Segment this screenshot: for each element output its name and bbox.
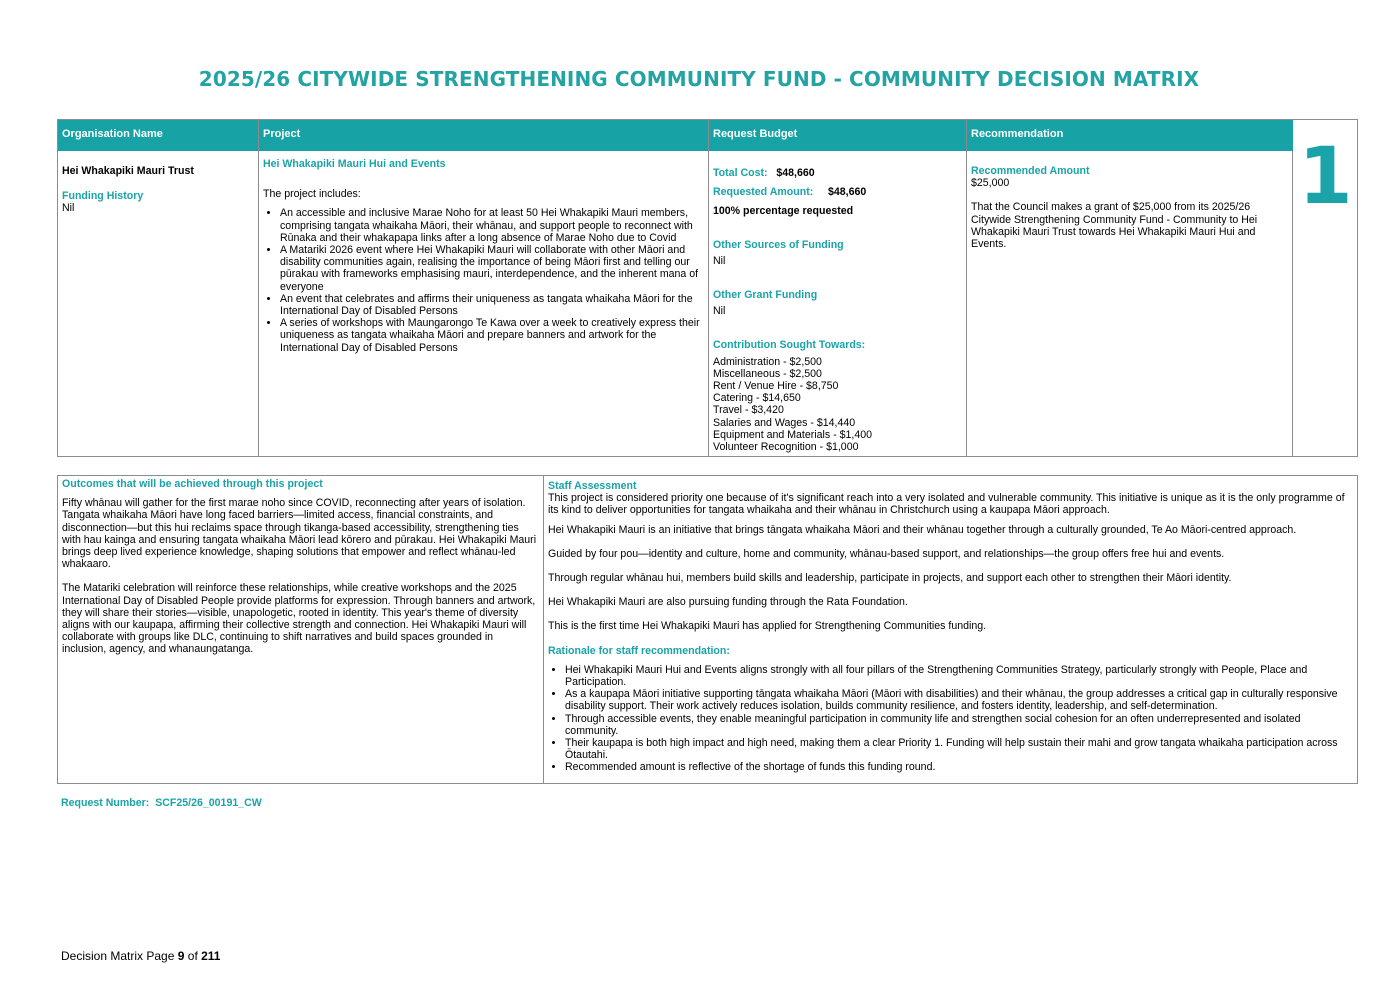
- footer-of: of: [187, 949, 198, 963]
- contribution-item: Travel - $3,420: [713, 404, 784, 417]
- percentage-requested: 100% percentage requested: [713, 205, 854, 218]
- contribution-item: Miscellaneous - $2,500: [713, 367, 822, 380]
- project-column: [259, 120, 709, 456]
- request-number: [61, 797, 262, 809]
- recommendation-column: [967, 120, 1293, 456]
- summary-table: [57, 119, 1358, 457]
- rationale-item: • Hei Whakapiki Mauri Hui and Events aligns strongly with all four pillars of the Strengthening Communities Strategy, particularly strongly with People, Place and Participation.: [565, 664, 1353, 688]
- rationale-item: • Their kaupapa is both high impact and high need, making them a clear Priority 1. Funding will help sustain their mahi and grow tangata whaikaha participation across Ōtautahi.: [565, 737, 1353, 761]
- rationale-item: • Recommended amount is reflective of the shortage of funds this funding round.: [565, 761, 1353, 773]
- other-sources-value: Nil: [713, 254, 726, 267]
- recommended-amount-value: $25,000: [971, 177, 1010, 190]
- staff-paragraph: This is the first time Hei Whakapiki Mauri has applied for Strengthening Communities funding.: [548, 620, 987, 633]
- total-cost-row: [713, 167, 962, 179]
- header-recommendation: Recommendation: [967, 120, 1293, 151]
- header-project: Project: [259, 120, 708, 151]
- recommended-amount-label: Recommended Amount: [971, 165, 1090, 177]
- staff-assessment-section: [544, 476, 1357, 783]
- assessment-table: [57, 475, 1358, 784]
- requested-label: Requested Amount:: [713, 186, 814, 199]
- project-intro: The project includes:: [263, 188, 361, 201]
- contribution-item: Rent / Venue Hire - $8,750: [713, 380, 839, 393]
- requested-row: [713, 186, 962, 198]
- rationale-item: • As a kaupapa Māori initiative supporting tāngata whaikaha Māori (Māori with disabilities) and their whānau, the group addresses a critical gap in culturally responsive disability support. Their work actively reduces isolation, builds community resilience, and fosters identity, leadership, and self-determination.: [565, 688, 1353, 712]
- funding-history-label: Funding History: [62, 190, 144, 203]
- staff-paragraph: Hei Whakapiki Mauri is an initiative that brings tāngata whaikaha Māori and their whānau together through a culturally grounded, Te Ao Māori-centred approach.: [548, 523, 1297, 536]
- priority-number: 1: [1298, 132, 1353, 222]
- footer-prefix: Decision Matrix Page: [61, 949, 175, 963]
- rationale-label: Rationale for staff recommendation:: [548, 644, 730, 657]
- funding-history-value: Nil: [62, 202, 75, 215]
- project-item: • A Matariki 2026 event where Hei Whakapiki Mauri will collaborate with other Māori and disability communities again, realising the importance of being Māori first and telling our pūrakau with frameworks emphasising mauri, interdependence, and the inherent mana of everyone: [280, 244, 704, 293]
- contribution-item: Equipment and Materials - $1,400: [713, 428, 872, 441]
- outcomes-label: Outcomes that will be achieved through this project: [62, 478, 323, 490]
- staff-paragraph: Guided by four pou—identity and culture, home and community, whānau-based support, and relationships—the group offers free hui and events.: [548, 547, 1225, 560]
- other-sources-label: Other Sources of Funding: [713, 238, 844, 251]
- total-cost-value: $48,660: [776, 167, 815, 179]
- staff-paragraph: Hei Whakapiki Mauri are also pursuing funding through the Rata Foundation.: [548, 596, 908, 609]
- other-grant-value: Nil: [713, 305, 726, 318]
- staff-paragraph: This project is considered priority one because of it's significant reach into a very isolated and vulnerable community. This initiative is unique as it is the only programme of its kind to deliver opportunities for tangata whaikaha and their whānau in Christchurch using a kaupapa Māori approach.: [548, 492, 1345, 517]
- staff-paragraph: Through regular whānau hui, members build skills and leadership, participate in projects, and support each other to strengthen their Māori identity.: [548, 572, 1232, 585]
- contribution-item: Catering - $14,650: [713, 392, 801, 405]
- header-budget: Request Budget: [709, 120, 966, 151]
- page-footer: [61, 949, 220, 963]
- contribution-item: Volunteer Recognition - $1,000: [713, 441, 859, 454]
- rationale-item: • Through accessible events, they enable meaningful participation in community life and strengthen social cohesion for an often underrepresented and isolated community.: [565, 713, 1353, 737]
- footer-page-number: 9: [177, 949, 185, 963]
- priority-column: [1293, 120, 1358, 456]
- header-organisation: Organisation Name: [58, 120, 258, 151]
- contribution-label: Contribution Sought Towards:: [713, 339, 866, 352]
- project-items: [263, 207, 704, 353]
- contribution-item: Administration - $2,500: [713, 355, 822, 368]
- page-title: 2025/26 CITYWIDE STRENGTHENING COMMUNITY FUND - COMMUNITY DECISION MATRIX: [198, 67, 1200, 91]
- organisation-column: [58, 120, 259, 456]
- project-item: • A series of workshops with Maungarongo Te Kawa over a week to creatively express their uniqueness as tangata whaikaha Māori and prepare banners and artwork for the International Day of Disabled Persons: [280, 317, 704, 354]
- total-cost-label: Total Cost:: [713, 167, 768, 179]
- contribution-list: [713, 356, 962, 454]
- outcomes-paragraph: Fifty whānau will gather for the first marae noho since COVID, reconnecting after years of isolation. Tangata whaikaha Māori have long faced barriers—limited access, financial constraints, and disconnection—but this hui reclaims space through tikanga-based accessibility, strengthening ties with hau kainga and ensuring tangata whaikaha Māori lead kōrero and pūrakau. Hei Whakapiki Mauri brings deep lived experience knowledge, shaping solutions that empower and reflect whānau-led whakaaro.: [62, 497, 537, 571]
- footer-total-pages: 211: [201, 949, 221, 963]
- requested-value: $48,660: [827, 186, 867, 199]
- other-grant-label: Other Grant Funding: [713, 289, 818, 302]
- project-item: • An accessible and inclusive Marae Noho for at least 50 Hei Whakapiki Mauri members, comprising tangata whaikaha Māori, their whānau, and support people to reconnect with Rūnaka and their whakapapa links after a long absence of Marae Noho due to Covid: [280, 207, 704, 244]
- contribution-item: Salaries and Wages - $14,440: [713, 416, 856, 429]
- project-title: Hei Whakapiki Mauri Hui and Events: [263, 158, 446, 170]
- project-item: • An event that celebrates and affirms their uniqueness as tangata whaikaha Māori for the International Day of Disabled Persons: [280, 293, 704, 317]
- request-number-label: Request Number:: [61, 797, 150, 809]
- organisation-name: Hei Whakapiki Mauri Trust: [62, 165, 194, 177]
- rationale-list: [548, 664, 1353, 774]
- outcomes-paragraph: The Matariki celebration will reinforce these relationships, while creative workshops and the 2025 International Day of Disabled People provide platforms for expression. Through banners and artwork, they will share their stories—visible, unapologetic, rooted in identity. This year's theme of diversity aligns with our kaupapa, affirming their collective strength and connection. Hei Whakapiki Mauri will collaborate with groups like DLC, continuing to shift narratives and build spaces grounded in inclusion, agency, and whanaungatanga.: [62, 582, 536, 656]
- budget-column: [709, 120, 967, 456]
- request-number-value: SCF25/26_00191_CW: [155, 797, 262, 809]
- staff-assessment-label: Staff Assessment: [548, 480, 637, 492]
- outcomes-section: [58, 476, 544, 783]
- recommendation-text: That the Council makes a grant of $25,000 from its 2025/26 Citywide Strengthening Community Fund - Community to Hei Whakapiki Mauri Trust towards Hei Whakapiki Mauri Hui and Events.: [971, 201, 1258, 251]
